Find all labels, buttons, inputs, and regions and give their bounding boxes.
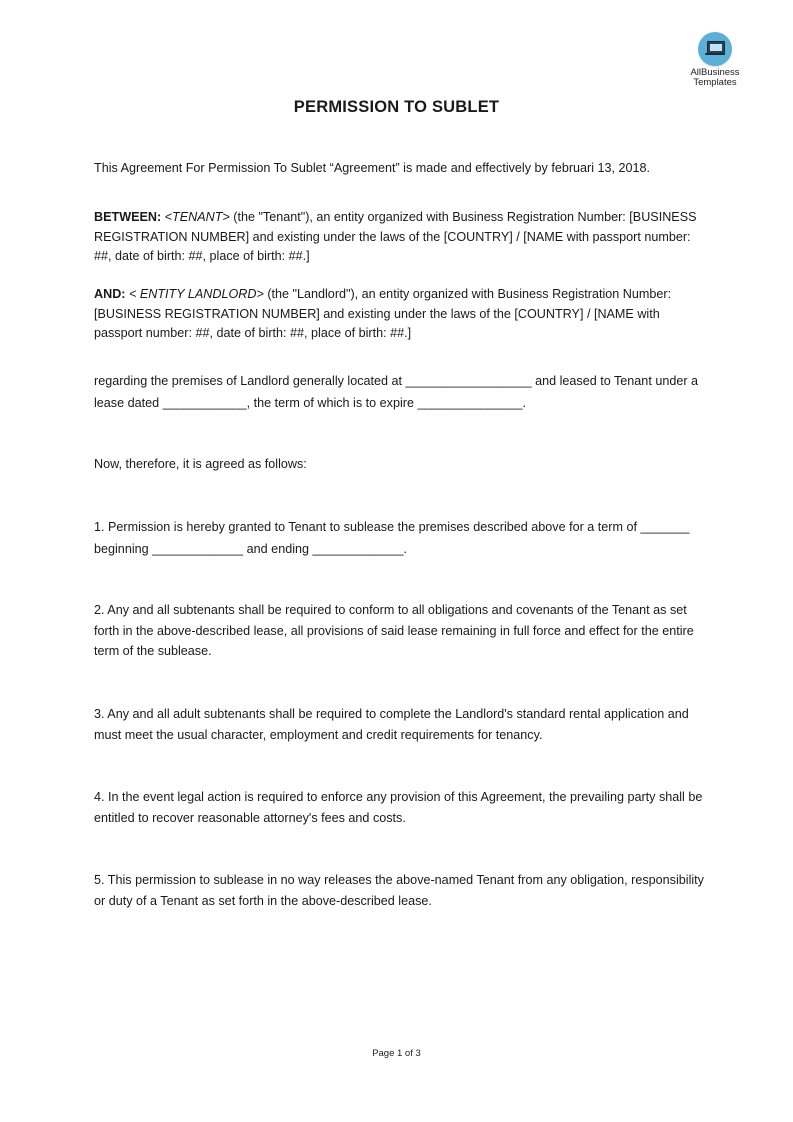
premises-text: regarding the premises of Landlord generally located at __________________ and leased to Tenant under a lease dated ____________, the term of which is to expire _______________. xyxy=(94,374,699,410)
agreed-text: Now, therefore, it is agreed as follows: xyxy=(94,457,307,471)
brand-name-line-1: AllBusiness xyxy=(690,67,740,78)
clause-2 xyxy=(94,600,704,662)
document-title: PERMISSION TO SUBLET xyxy=(293,98,500,116)
clause-text: 5. This permission to sublease in no way releases the above-named Tenant from any obligation, responsibility or duty of a Tenant as set forth in the above-described lease. xyxy=(94,873,704,908)
clause-text: 3. Any and all adult subtenants shall be required to complete the Landlord's standard rental application and must meet the usual character, employment and credit requirements for tenancy. xyxy=(94,707,689,742)
between-paragraph xyxy=(94,208,704,267)
and-paragraph xyxy=(94,285,704,344)
page-number: Page 1 of 3 xyxy=(372,1048,421,1059)
laptop-icon xyxy=(698,32,732,66)
premises-paragraph xyxy=(94,371,704,414)
intro-text: This Agreement For Permission To Sublet “Agreement” is made and effectively by februari 13, 2018. xyxy=(94,161,651,175)
tenant-placeholder: <TENANT> xyxy=(164,210,230,224)
clause-4 xyxy=(94,787,704,828)
clause-5 xyxy=(94,870,704,911)
clause-text: 2. Any and all subtenants shall be required to conform to all obligations and covenants of the Tenant as set forth in the above-described lease, all provisions of said lease remaining in full force and effect for the entire term of the sublease. xyxy=(94,603,694,658)
intro-paragraph xyxy=(94,158,704,179)
brand-name xyxy=(680,68,750,88)
agreed-paragraph xyxy=(94,454,704,475)
clause-1 xyxy=(94,517,704,560)
and-label: AND: xyxy=(94,287,126,301)
clause-3 xyxy=(94,704,704,745)
clause-text: 4. In the event legal action is required to enforce any provision of this Agreement, the prevailing party shall be entitled to recover reasonable attorney's fees and costs. xyxy=(94,790,703,825)
and-text: (the "Landlord"), an entity organized with Business Registration Number: [BUSINESS REGISTRATION NUMBER] and existing under the laws of the [COUNTRY] / [NAME with passport number: ##, date of birth: ##, place of birth: ##.] xyxy=(94,287,672,340)
between-text: (the "Tenant"), an entity organized with Business Registration Number: [BUSINESS REGISTRATION NUMBER] and existing under the laws of the [COUNTRY] / [NAME with passport number: ##, date of birth: ##, place of birth: ##.] xyxy=(94,210,697,263)
brand-logo xyxy=(680,32,750,88)
brand-name-line-2: Templates xyxy=(693,77,737,88)
between-label: BETWEEN: xyxy=(94,210,162,224)
landlord-placeholder: < ENTITY LANDLORD> xyxy=(125,287,264,301)
clause-text: 1. Permission is hereby granted to Tenant to sublease the premises described above for a term of _______ beginning _____________ and ending _____________. xyxy=(94,520,690,556)
